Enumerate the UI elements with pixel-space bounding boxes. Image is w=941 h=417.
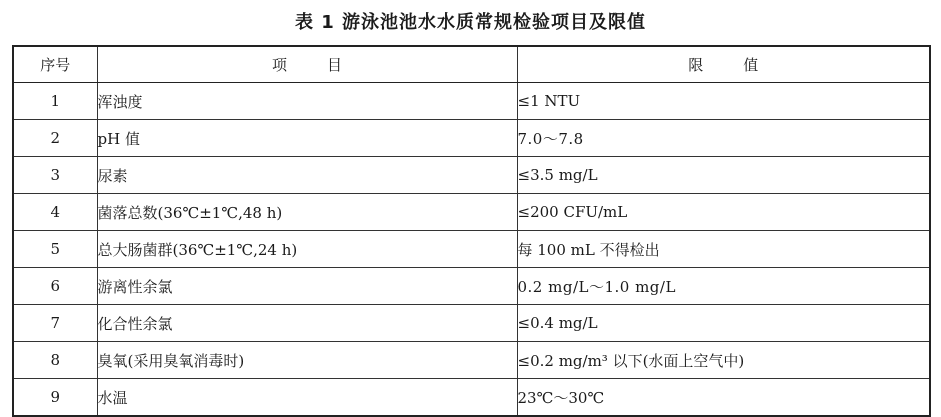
header-item-label-b: 目: [327, 56, 343, 74]
table-row: [13, 342, 930, 379]
row-item: 菌落总数(36℃±1℃,48 h): [97, 194, 517, 231]
table-caption: 表 1 游泳池池水水质常规检验项目及限值: [294, 12, 647, 33]
table-row: [13, 157, 930, 194]
row-item: 臭氧(采用臭氧消毒时): [97, 342, 517, 379]
table-row: [13, 268, 930, 305]
row-no: 3: [13, 157, 97, 194]
row-limit: ≤200 CFU/mL: [517, 194, 930, 231]
row-limit: 每 100 mL 不得检出: [517, 231, 930, 268]
header-item-label-a: 项: [271, 56, 287, 74]
header-limit-label-a: 限: [688, 56, 704, 74]
table-row: [13, 83, 930, 120]
header-item: [97, 46, 517, 83]
row-no: 5: [13, 231, 97, 268]
row-item: 水温: [97, 379, 517, 417]
row-no: 4: [13, 194, 97, 231]
table-header-row: [13, 46, 930, 83]
row-no: 7: [13, 305, 97, 342]
row-no: 6: [13, 268, 97, 305]
row-item: 浑浊度: [97, 83, 517, 120]
row-limit: 7.0～7.8: [517, 120, 930, 157]
water-quality-table: [12, 45, 931, 417]
header-limit: [517, 46, 930, 83]
header-no-label: 序号: [40, 56, 71, 74]
row-no: 8: [13, 342, 97, 379]
table-row: [13, 194, 930, 231]
row-limit: ≤0.2 mg/m³ 以下(水面上空气中): [517, 342, 930, 379]
row-limit: 0.2 mg/L～1.0 mg/L: [517, 268, 930, 305]
table-row: [13, 120, 930, 157]
row-item: pH 值: [97, 120, 517, 157]
row-item: 游离性余氯: [97, 268, 517, 305]
header-limit-label-b: 值: [743, 56, 759, 74]
row-limit: ≤0.4 mg/L: [517, 305, 930, 342]
row-limit: ≤3.5 mg/L: [517, 157, 930, 194]
row-item: 化合性余氯: [97, 305, 517, 342]
table-row: [13, 379, 930, 417]
row-limit: ≤1 NTU: [517, 83, 930, 120]
header-no: [13, 46, 97, 83]
row-item: 尿素: [97, 157, 517, 194]
row-no: 2: [13, 120, 97, 157]
row-no: 1: [13, 83, 97, 120]
row-item: 总大肠菌群(36℃±1℃,24 h): [97, 231, 517, 268]
row-no: 9: [13, 379, 97, 417]
table-row: [13, 305, 930, 342]
table-row: [13, 231, 930, 268]
row-limit: 23℃～30℃: [517, 379, 930, 417]
